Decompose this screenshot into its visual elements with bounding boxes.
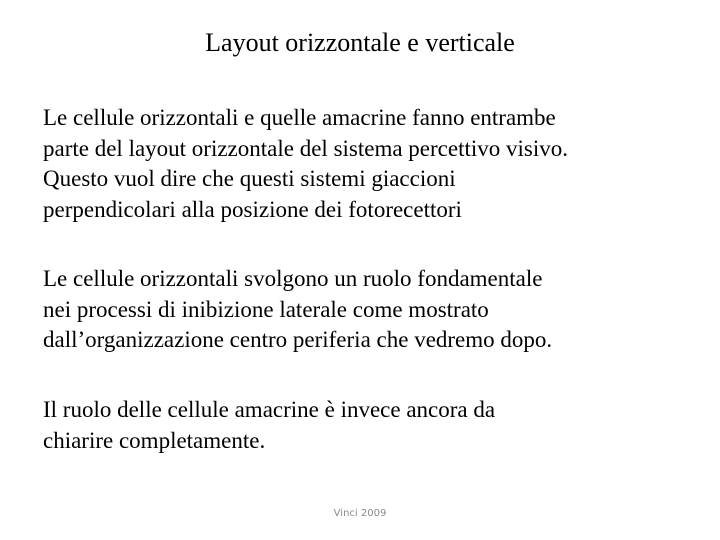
paragraph-line: Il ruolo delle cellule amacrine è invece ancora da xyxy=(43,397,496,422)
paragraph-line: perpendicolari alla posizione dei fotorecettori xyxy=(43,196,462,222)
paragraph-line: chiarire completamente. xyxy=(43,427,266,453)
slide-footer: Vinci 2009 xyxy=(333,508,387,519)
paragraph-line: Le cellule orizzontali svolgono un ruolo fondamentale xyxy=(43,266,543,291)
paragraph-horizontal-layout xyxy=(43,103,703,225)
paragraph-line: parte del layout orizzontale del sistema percettivo visivo. xyxy=(43,135,568,161)
paragraph-line: nei processi di inibizione laterale come mostrato xyxy=(43,296,489,322)
paragraph-lateral-inhibition xyxy=(43,264,703,356)
paragraph-line: Questo vuol dire che questi sistemi giaccioni xyxy=(43,166,456,191)
paragraph-amacrine-role xyxy=(43,395,703,456)
paragraph-line: Le cellule orizzontali e quelle amacrine fanno entrambe xyxy=(43,105,556,130)
slide-title: Layout orizzontale e verticale xyxy=(205,28,515,57)
paragraph-line: dall’organizzazione centro periferia che vedremo dopo. xyxy=(43,327,553,352)
